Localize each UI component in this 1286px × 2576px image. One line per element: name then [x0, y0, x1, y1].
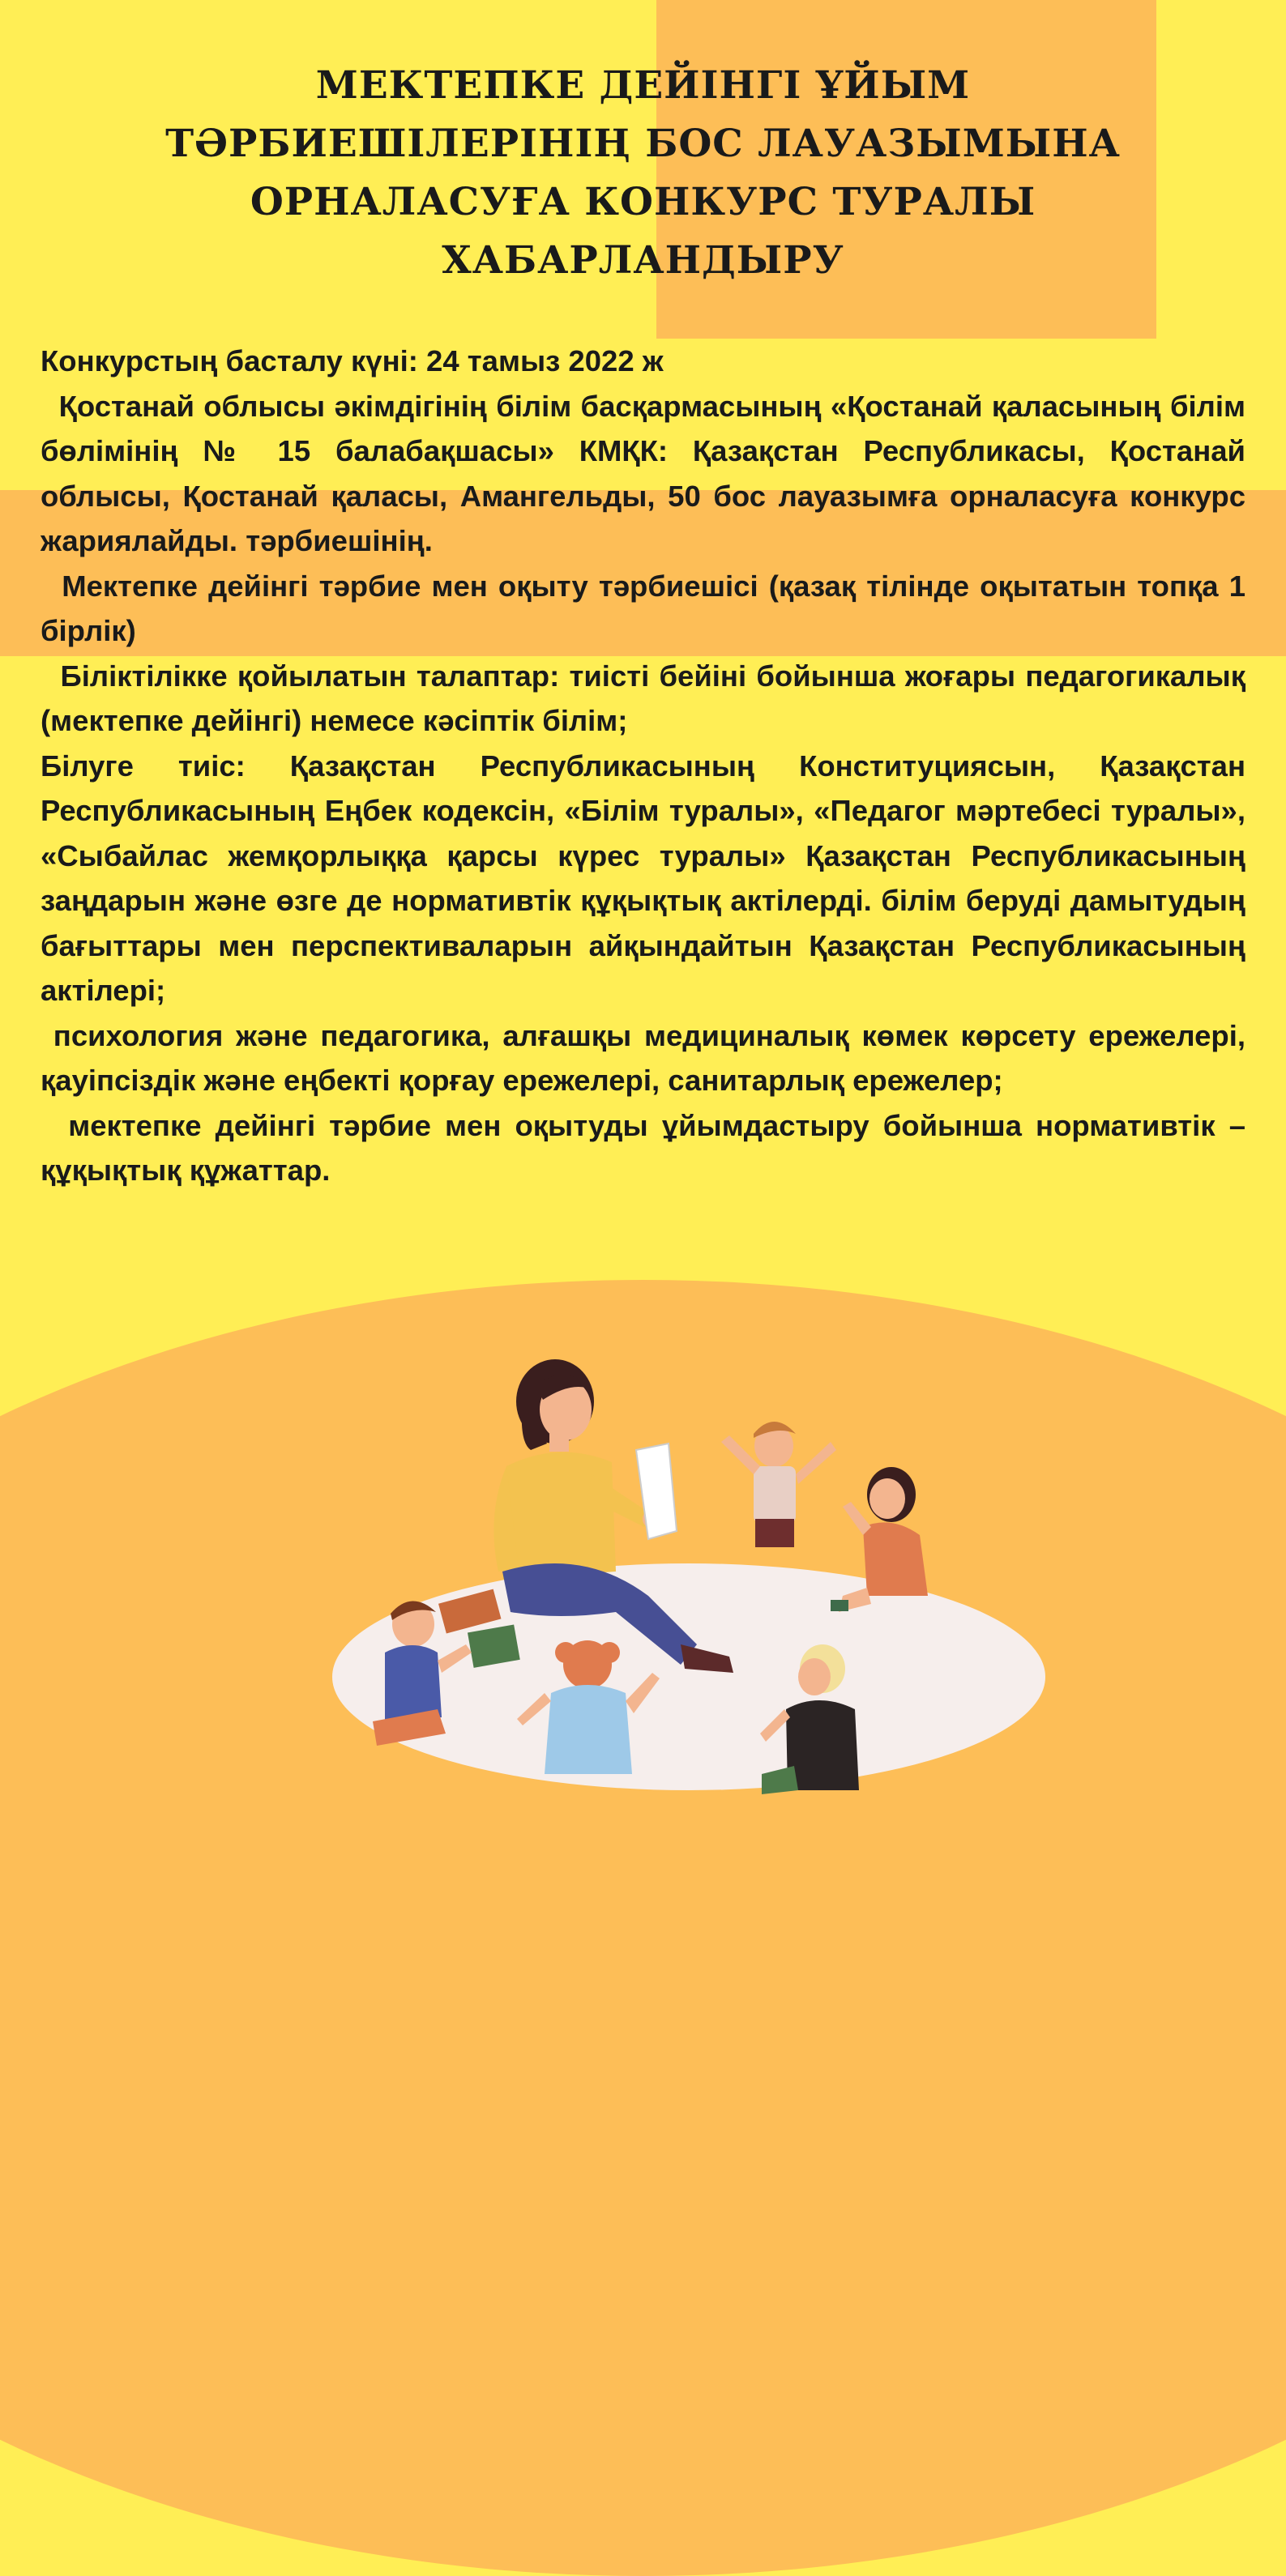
- title-line: МЕКТЕПКЕ ДЕЙІНГІ ҰЙЫМ: [315, 63, 971, 108]
- position-paragraph: Мектепке дейінгі тәрбие мен оқыту тәрбиешісі (қазақ тілінде оқытатын топқа 1 бірлік): [41, 569, 1245, 647]
- title-line: ОРНАЛАСУҒА КОНКУРС ТУРАЛЫ: [250, 180, 1036, 224]
- documents-paragraph: мектепке дейінгі тәрбие мен оқытуды ұйымдастыру бойынша нормативтік – құқықтық құжаттар.: [41, 1108, 1245, 1187]
- rules-paragraph: психология және педагогика, алғашқы медициналық көмек көрсету ережелері, қауіпсіздік және еңбекті қорғау ережелері, санитарлық ережелер;: [41, 1018, 1245, 1097]
- start-date-paragraph: Конкурстың басталу күні: 24 тамыз 2022 ж: [41, 344, 664, 377]
- title-line: ТӘРБИЕШІЛЕРІНІҢ БОС ЛАУАЗЫМЫНА: [165, 122, 1121, 166]
- knowledge-paragraph: Білуге тиіс: Қазақстан Республикасының Конституциясын, Қазақстан Республикасының Еңбек кодексін, «Білім туралы», «Педагог мәртебесі туралы», «Сыбайлас жемқорлыққа қарсы күрес туралы» Қазақстан Республикасының заңдарын және өзге де нормативтік құқықтық актілерді. білім беруді дамытудың бағыттары мен перспективаларын айқындайтын Қазақстан Республикасының актілері;: [41, 748, 1245, 1007]
- organization-paragraph: Қостанай облысы әкімдігінің білім басқармасының «Қостанай қаласының білім бөлімінің № 15 балабақшасы» КМҚК: Қазақстан Республикасы, Қостанай облысы, Қостанай қаласы, Амангельды, 50 бос лауазымға орналасуға конкурс жариялайды. тәрбиешінің.: [41, 389, 1245, 557]
- teacher-reading-to-children-illustration: [324, 1353, 1053, 1806]
- qualification-paragraph: Біліктілікке қойылатын талаптар: тиісті бейіні бойынша жоғары педагогикалық (мектепке дейінгі) немесе кәсіптік білім;: [41, 659, 1245, 737]
- announcement-body: [41, 339, 1245, 1193]
- rug-shape: [332, 1563, 1045, 1790]
- title-line: ХАБАРЛАНДЫРУ: [442, 238, 844, 283]
- page-title: [122, 57, 1164, 290]
- child-figure-arms-raised: [721, 1422, 836, 1547]
